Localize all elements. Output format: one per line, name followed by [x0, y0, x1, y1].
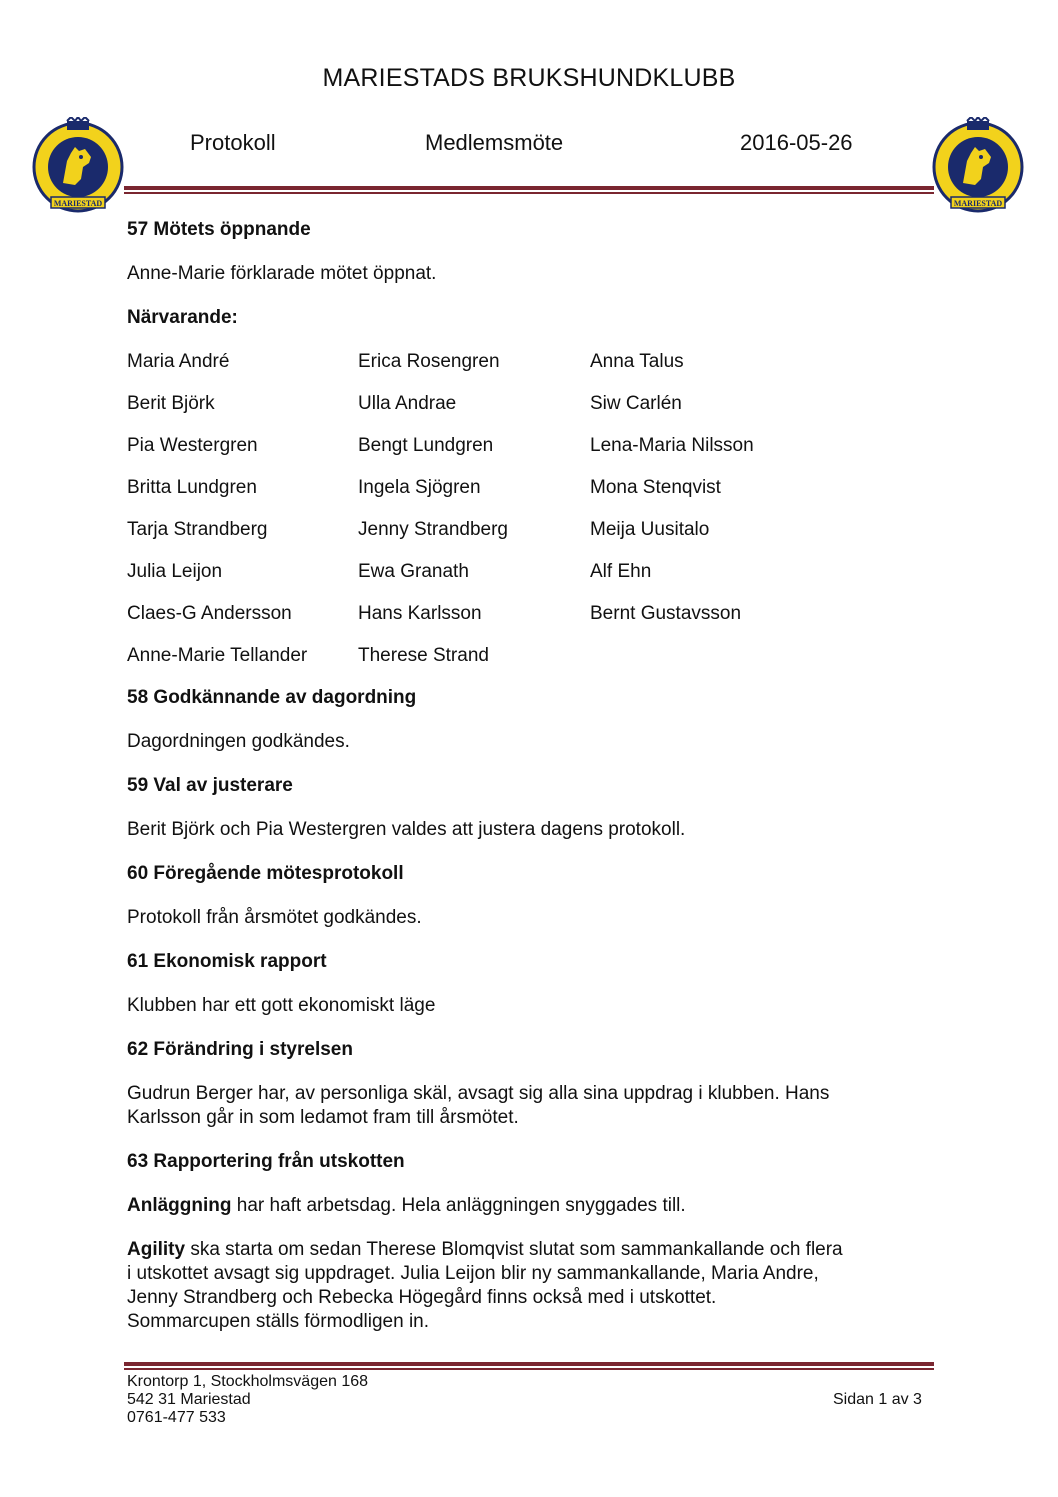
footer-rule-thick [124, 1362, 934, 1366]
committee-report-agility [127, 1238, 937, 1262]
attendee: Anna Talus [590, 351, 684, 372]
attendee: Therese Strand [358, 645, 489, 666]
section-text: Anne-Marie förklarade mötet öppnat. [127, 263, 437, 284]
header-rule-thin [124, 192, 934, 194]
address-line: Krontorp 1, Stockholmsvägen 168 [127, 1373, 369, 1390]
section-heading: 61 Ekonomisk rapport [127, 951, 327, 972]
committee-report-text: har haft arbetsdag. Hela anläggningen snyggades till. [231, 1195, 686, 1216]
attendee: Bernt Gustavsson [590, 603, 742, 624]
attendee: Meija Uusitalo [590, 519, 710, 540]
attendee: Ulla Andrae [358, 393, 457, 414]
section-heading: 59 Val av justerare [127, 775, 293, 796]
attendee: Maria André [127, 351, 230, 372]
club-logo-right-icon [931, 117, 1025, 213]
document-type: Protokoll [190, 130, 276, 155]
attendees-list [127, 350, 937, 668]
attendee: Mona Stenqvist [590, 477, 721, 498]
attendee: Siw Carlén [590, 393, 682, 414]
svg-text:MARIESTAD: MARIESTAD [953, 199, 1003, 208]
club-name: MARIESTADS BRUKSHUNDKLUBB [322, 64, 736, 92]
section-heading: 62 Förändring i styrelsen [127, 1039, 353, 1060]
meeting-type: Medlemsmöte [425, 130, 564, 155]
section-heading: 60 Föregående mötesprotokoll [127, 863, 404, 884]
attendees-heading: Närvarande: [127, 307, 238, 328]
committee-report-line: i utskottet avsagt sig uppdraget. Julia Leijon blir ny sammankallande, Maria Andre, [127, 1263, 819, 1284]
attendee: Claes-G Andersson [127, 603, 292, 624]
footer-rule-thin [124, 1368, 934, 1370]
section-heading: 58 Godkännande av dagordning [127, 687, 417, 708]
attendee: Lena-Maria Nilsson [590, 435, 754, 456]
attendee [590, 644, 830, 668]
section-text: Dagordningen godkändes. [127, 731, 350, 752]
section-text: Protokoll från årsmötet godkändes. [127, 907, 422, 928]
attendee: Ewa Granath [358, 561, 469, 582]
attendee: Julia Leijon [127, 561, 223, 582]
phone-number: 0761-477 533 [127, 1409, 226, 1426]
section-heading: 63 Rapportering från utskotten [127, 1151, 405, 1172]
svg-text:MARIESTAD: MARIESTAD [53, 199, 103, 208]
attendee: Erica Rosengren [358, 351, 500, 372]
committee-name: Anläggning [127, 1195, 232, 1216]
committee-report-text: ska starta om sedan Therese Blomqvist slutat som sammankallande och flera [185, 1239, 843, 1260]
attendee: Britta Lundgren [127, 477, 257, 498]
footer-address [127, 1373, 368, 1427]
section-text: Berit Björk och Pia Westergren valdes att justera dagens protokoll. [127, 819, 686, 840]
page-number: Sidan 1 av 3 [833, 1391, 922, 1408]
attendee: Jenny Strandberg [358, 519, 508, 540]
attendee: Berit Björk [127, 393, 215, 414]
address-line: 542 31 Mariestad [127, 1391, 251, 1408]
club-logo-left-icon [31, 117, 125, 213]
attendee: Pia Westergren [127, 435, 258, 456]
committee-name: Agility [127, 1239, 186, 1260]
attendee: Tarja Strandberg [127, 519, 268, 540]
section-text-line: Karlsson går in som ledamot fram till årsmötet. [127, 1107, 519, 1128]
meeting-date: 2016-05-26 [740, 130, 853, 155]
committee-report-anlaggning [127, 1194, 937, 1218]
attendee: Anne-Marie Tellander [127, 645, 308, 666]
committee-report-line: Sommarcupen ställs förmodligen in. [127, 1311, 430, 1332]
attendee: Hans Karlsson [358, 603, 482, 624]
attendee: Alf Ehn [590, 561, 652, 582]
minutes-body [127, 218, 937, 1334]
attendee: Ingela Sjögren [358, 477, 481, 498]
section-text: Klubben har ett gott ekonomiskt läge [127, 995, 436, 1016]
attendee: Bengt Lundgren [358, 435, 494, 456]
header-rule-thick [124, 186, 934, 190]
section-heading: 57 Mötets öppnande [127, 219, 311, 240]
committee-report-line: Jenny Strandberg och Rebecka Högegård finns också med i utskottet. [127, 1287, 717, 1308]
section-text-line: Gudrun Berger har, av personliga skäl, avsagt sig alla sina uppdrag i klubben. Hans [127, 1083, 830, 1104]
